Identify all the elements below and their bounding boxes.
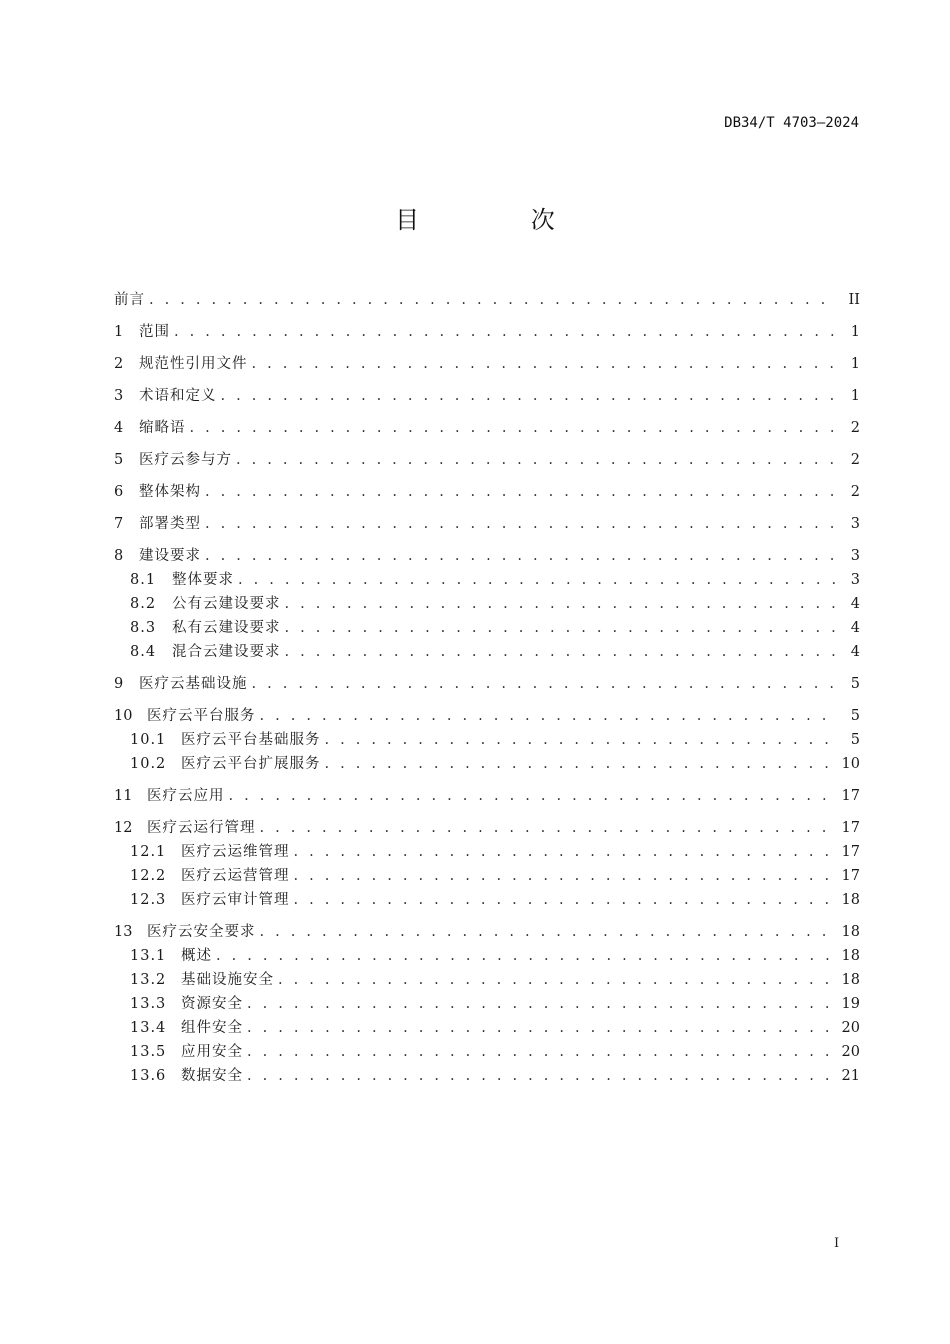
toc-dot-leader (216, 944, 836, 968)
toc-entry-label: 资源安全 (181, 996, 243, 1012)
toc-entry-page: 21 (841, 1068, 860, 1084)
toc-entry-number: 2 (114, 356, 124, 372)
toc-dot-leader (294, 888, 836, 912)
toc-dot-leader (236, 448, 836, 472)
toc-entry-page: 4 (850, 644, 860, 660)
toc-entry-number: 8.4 (130, 644, 157, 660)
toc-entry[interactable] (114, 816, 860, 840)
toc-entry-number: 9 (114, 676, 124, 692)
toc-dot-leader (252, 352, 837, 376)
toc-subentry[interactable] (114, 864, 860, 888)
toc-entry-page: 18 (841, 972, 860, 988)
toc-entry-label: 医疗云参与方 (139, 452, 232, 468)
toc-entry-page: 1 (850, 388, 860, 404)
toc-entry-label: 医疗云平台基础服务 (181, 732, 321, 748)
toc-subentry[interactable] (114, 968, 860, 992)
toc-entry[interactable] (114, 784, 860, 808)
toc-dot-leader (285, 616, 837, 640)
toc-entry-number: 7 (114, 516, 124, 532)
toc-entry-label: 规范性引用文件 (139, 356, 248, 372)
toc-entry-label: 医疗云平台服务 (147, 708, 256, 724)
toc-entry-number: 13 (114, 924, 133, 940)
toc-dot-leader (260, 816, 836, 840)
toc-entry-label: 缩略语 (139, 420, 186, 436)
page-number: I (834, 1236, 840, 1251)
toc-entry-number: 3 (114, 388, 124, 404)
toc-entry-page: 5 (850, 676, 860, 692)
toc-subentry[interactable] (114, 1016, 860, 1040)
toc-subentry[interactable] (114, 640, 860, 664)
toc-entry-number: 12.3 (130, 892, 167, 908)
toc-entry-label: 概述 (181, 948, 212, 964)
toc-entry-page: 2 (850, 452, 860, 468)
toc-entry-number: 5 (114, 452, 124, 468)
toc-entry[interactable] (114, 288, 860, 312)
toc-entry-label: 医疗云运营管理 (181, 868, 290, 884)
toc-entry-page: 4 (850, 620, 860, 636)
toc-entry[interactable] (114, 544, 860, 568)
toc-entry-number: 11 (114, 788, 133, 804)
toc-entry-label: 组件安全 (181, 1020, 243, 1036)
toc-entry-number: 13.6 (130, 1068, 167, 1084)
toc-entry-page: 3 (850, 548, 860, 564)
toc-entry-label: 基础设施安全 (181, 972, 274, 988)
toc-entry-page: 17 (841, 868, 860, 884)
toc-dot-leader (229, 784, 836, 808)
toc-entry-label: 医疗云平台扩展服务 (181, 756, 321, 772)
toc-entry-page: 20 (841, 1020, 860, 1036)
toc-entry-number: 10.1 (130, 732, 167, 748)
toc-dot-leader (238, 568, 836, 592)
toc-entry[interactable] (114, 512, 860, 536)
toc-entry-label: 医疗云安全要求 (147, 924, 256, 940)
toc-entry-number: 13.4 (130, 1020, 167, 1036)
toc-entry-number: 6 (114, 484, 124, 500)
toc-dot-leader (325, 728, 837, 752)
toc-entry-page: II (848, 292, 860, 308)
toc-entry-number: 13.3 (130, 996, 167, 1012)
toc-subentry[interactable] (114, 888, 860, 912)
toc-entry-label: 公有云建设要求 (172, 596, 281, 612)
toc-entry-label: 医疗云基础设施 (139, 676, 248, 692)
toc-subentry[interactable] (114, 568, 860, 592)
toc-entry-label: 前言 (114, 292, 145, 308)
toc-entry-page: 1 (850, 324, 860, 340)
toc-entry-label: 术语和定义 (139, 388, 217, 404)
toc-entry-page: 18 (841, 924, 860, 940)
toc-entry-label: 混合云建设要求 (172, 644, 281, 660)
toc-entry-label: 医疗云运行管理 (147, 820, 256, 836)
toc-entry-label: 私有云建设要求 (172, 620, 281, 636)
toc-entry[interactable] (114, 416, 860, 440)
toc-entry[interactable] (114, 920, 860, 944)
toc-entry[interactable] (114, 448, 860, 472)
toc-entry-label: 医疗云应用 (147, 788, 225, 804)
toc-subentry[interactable] (114, 616, 860, 640)
toc-entry-page: 17 (841, 820, 860, 836)
toc-dot-leader (285, 640, 837, 664)
toc-entry[interactable] (114, 352, 860, 376)
toc-entry-number: 13.1 (130, 948, 167, 964)
toc-dot-leader (278, 968, 836, 992)
toc-entry-page: 17 (841, 844, 860, 860)
toc-entry-page: 19 (841, 996, 860, 1012)
toc-subentry[interactable] (114, 944, 860, 968)
toc-entry-page: 10 (841, 756, 860, 772)
toc-entry-page: 1 (850, 356, 860, 372)
toc-entry-number: 13.5 (130, 1044, 167, 1060)
toc-subentry[interactable] (114, 752, 860, 776)
toc-entry-page: 4 (850, 596, 860, 612)
toc-entry-number: 13.2 (130, 972, 167, 988)
toc-subentry[interactable] (114, 592, 860, 616)
toc-entry-number: 12 (114, 820, 133, 836)
toc-entry-label: 建设要求 (139, 548, 201, 564)
toc-dot-leader (190, 416, 837, 440)
toc-subentry[interactable] (114, 1064, 860, 1088)
toc-dot-leader (205, 512, 836, 536)
toc-dot-leader (205, 480, 836, 504)
toc-entry-number: 12.1 (130, 844, 167, 860)
toc-entry-number: 10.2 (130, 756, 167, 772)
toc-dot-leader (205, 544, 836, 568)
toc-entry-number: 12.2 (130, 868, 167, 884)
toc-entry-number: 4 (114, 420, 124, 436)
toc-entry-label: 应用安全 (181, 1044, 243, 1060)
toc-dot-leader (285, 592, 837, 616)
toc-entry-page: 5 (850, 708, 860, 724)
toc-dot-leader (252, 672, 837, 696)
document-code: DB34/T 4703—2024 (724, 115, 859, 131)
toc-dot-leader (260, 704, 837, 728)
toc-dot-leader (247, 1016, 836, 1040)
toc-entry-label: 医疗云审计管理 (181, 892, 290, 908)
table-of-contents (114, 284, 860, 1088)
toc-entry-page: 2 (850, 420, 860, 436)
toc-entry-page: 2 (850, 484, 860, 500)
toc-entry-page: 18 (841, 948, 860, 964)
toc-entry-number: 1 (114, 324, 124, 340)
toc-entry-page: 3 (850, 516, 860, 532)
toc-entry-number: 8.2 (130, 596, 157, 612)
toc-subentry[interactable] (114, 992, 860, 1016)
toc-dot-leader (221, 384, 837, 408)
toc-entry-label: 数据安全 (181, 1068, 243, 1084)
toc-subentry[interactable] (114, 728, 860, 752)
toc-dot-leader (247, 992, 836, 1016)
toc-entry-page: 18 (841, 892, 860, 908)
toc-entry-label: 整体要求 (172, 572, 234, 588)
toc-entry[interactable] (114, 384, 860, 408)
page-title: 目 次 (395, 206, 607, 234)
toc-dot-leader (149, 288, 836, 312)
toc-entry-page: 3 (850, 572, 860, 588)
toc-entry-number: 8 (114, 548, 124, 564)
toc-entry-page: 5 (850, 732, 860, 748)
toc-entry-page: 20 (841, 1044, 860, 1060)
toc-dot-leader (325, 752, 836, 776)
toc-entry-label: 医疗云运维管理 (181, 844, 290, 860)
toc-entry[interactable] (114, 320, 860, 344)
toc-dot-leader (247, 1064, 836, 1088)
toc-dot-leader (260, 920, 836, 944)
toc-entry-label: 整体架构 (139, 484, 201, 500)
toc-dot-leader (294, 840, 836, 864)
toc-entry[interactable] (114, 672, 860, 696)
toc-entry-label: 范围 (139, 324, 170, 340)
toc-entry[interactable] (114, 480, 860, 504)
toc-entry-number: 8.1 (130, 572, 157, 588)
toc-subentry[interactable] (114, 840, 860, 864)
toc-entry-number: 10 (114, 708, 133, 724)
toc-subentry[interactable] (114, 1040, 860, 1064)
toc-entry-label: 部署类型 (139, 516, 201, 532)
toc-dot-leader (294, 864, 836, 888)
toc-dot-leader (174, 320, 836, 344)
toc-entry-page: 17 (841, 788, 860, 804)
toc-entry[interactable] (114, 704, 860, 728)
toc-entry-number: 8.3 (130, 620, 157, 636)
toc-dot-leader (247, 1040, 836, 1064)
